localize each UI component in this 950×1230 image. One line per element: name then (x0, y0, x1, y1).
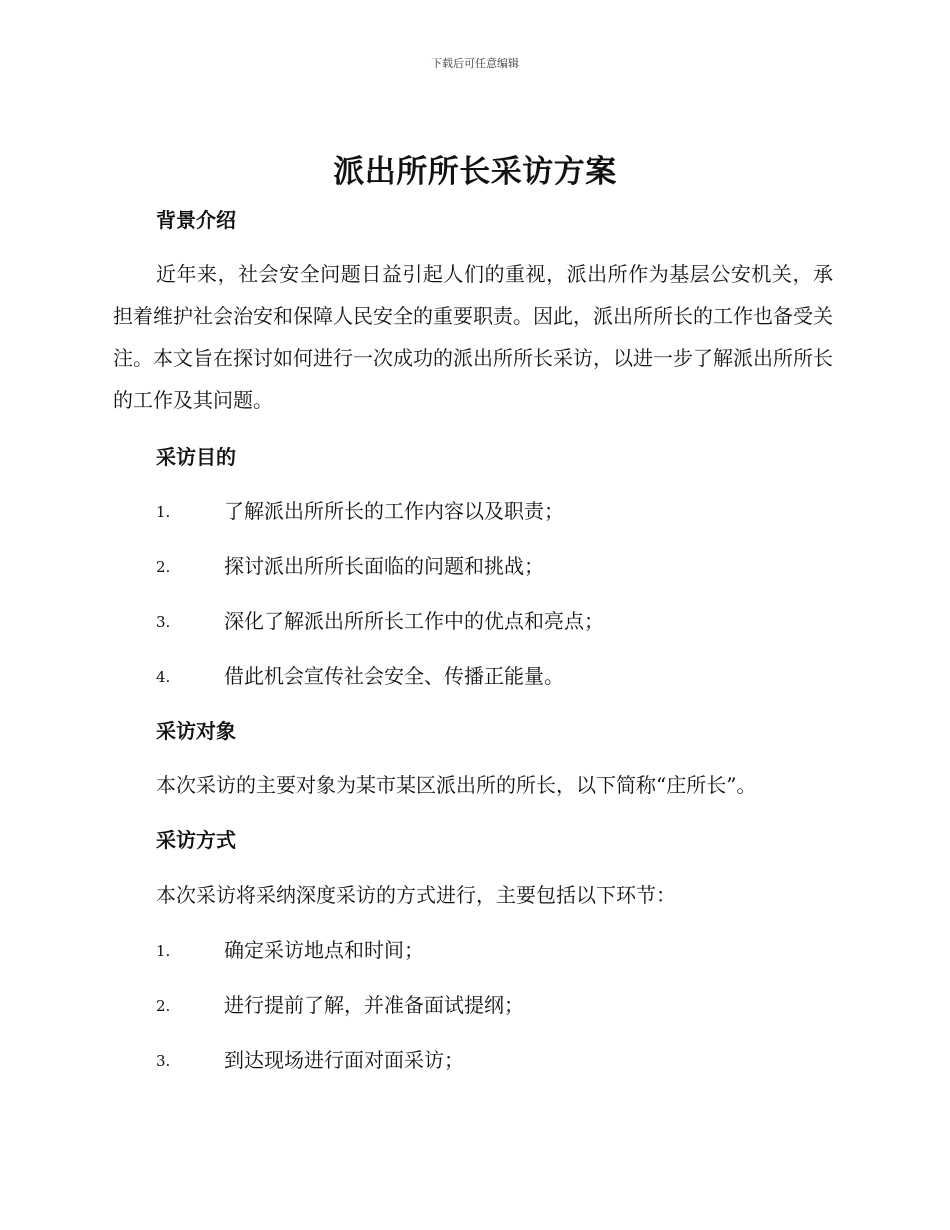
list-item-number: 3. (156, 1052, 171, 1070)
section-heading-subject: 采访对象 (156, 719, 236, 743)
section-heading-background: 背景介绍 (156, 208, 236, 232)
list-item (156, 607, 846, 635)
list-item (156, 662, 846, 690)
list-item-number: 1. (156, 503, 171, 521)
list-item-text: 确定采访地点和时间； (224, 938, 424, 962)
subject-paragraph: 本次采访的主要对象为某市某区派出所的所长，以下简称“庄所长”。 (156, 773, 757, 797)
list-item-number: 4. (156, 668, 171, 686)
list-item-text: 进行提前了解，并准备面试提纲； (224, 993, 524, 1017)
list-item-number: 2. (156, 997, 171, 1015)
list-item (156, 552, 846, 580)
list-item-number: 3. (156, 613, 171, 631)
list-item (156, 991, 846, 1019)
list-item (156, 497, 846, 525)
list-item-text: 探讨派出所所长面临的问题和挑战； (224, 554, 544, 578)
section-heading-purpose: 采访目的 (156, 445, 236, 469)
list-item-text: 借此机会宣传社会安全、传播正能量。 (224, 664, 564, 688)
section-heading-method: 采访方式 (156, 828, 236, 852)
list-item-number: 1. (156, 942, 171, 960)
background-paragraph: 近年来，社会安全问题日益引起人们的重视，派出所作为基层公安机关，承担着维护社会治安和保障人民安全的重要职责。因此，派出所所长的工作也备受关注。本文旨在探讨如何进行一次成功的派出所所长采访，以进一步了解派出所所长的工作及其问题。 (113, 262, 833, 412)
list-item-text: 了解派出所所长的工作内容以及职责； (224, 499, 564, 523)
document-title: 派出所所长采访方案 (333, 154, 617, 190)
list-item-text: 到达现场进行面对面采访； (224, 1048, 464, 1072)
header-note: 下载后可任意编辑 (431, 57, 519, 70)
list-item-text: 深化了解派出所所长工作中的优点和亮点； (224, 609, 604, 633)
list-item (156, 1046, 846, 1074)
list-item-number: 2. (156, 558, 171, 576)
method-paragraph: 本次采访将采纳深度采访的方式进行，主要包括以下环节： (156, 883, 676, 907)
list-item (156, 936, 846, 964)
